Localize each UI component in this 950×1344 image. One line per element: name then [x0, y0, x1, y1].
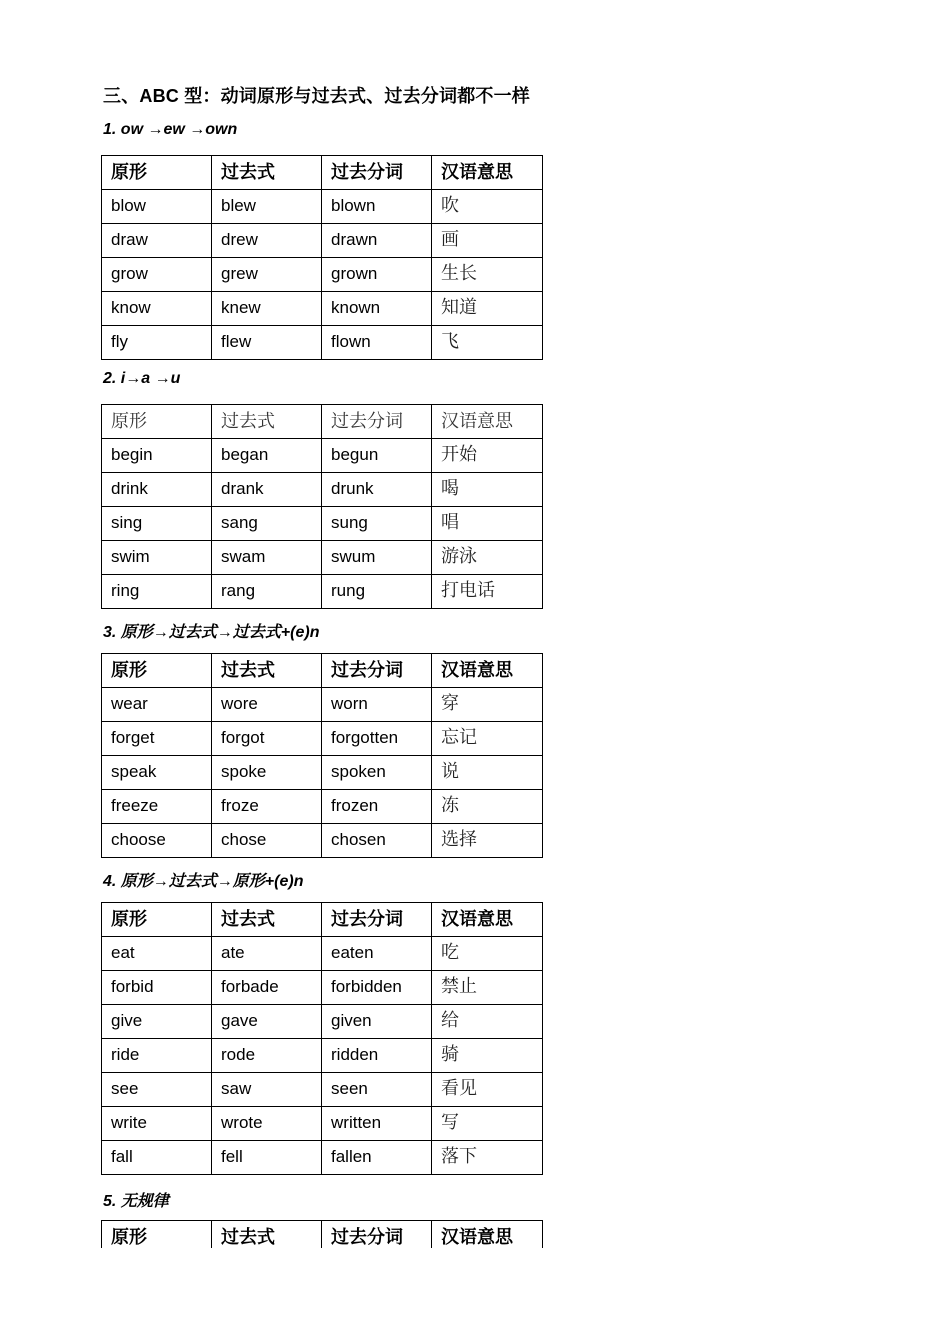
page-title: 三、ABC 型：动词原形与过去式、过去分词都不一样 — [103, 86, 530, 106]
base-form: forbid — [102, 971, 212, 1005]
section-heading-5: 5. 无规律 — [103, 1193, 169, 1210]
chinese-meaning: 生长 — [432, 258, 543, 292]
past-participle: swum — [322, 541, 432, 575]
header-cell: 汉语意思 — [432, 903, 543, 937]
chinese-meaning: 选择 — [432, 824, 543, 858]
past-participle: drawn — [322, 224, 432, 258]
chinese-meaning: 吃 — [432, 937, 543, 971]
past-participle: written — [322, 1107, 432, 1141]
table-row — [102, 292, 543, 326]
table-header-row — [102, 903, 543, 937]
past-participle: eaten — [322, 937, 432, 971]
header-cell: 过去式 — [212, 654, 322, 688]
past-participle: spoken — [322, 756, 432, 790]
table-row — [102, 541, 543, 575]
table-row — [102, 1005, 543, 1039]
base-form: fly — [102, 326, 212, 360]
past-participle: known — [322, 292, 432, 326]
base-form: grow — [102, 258, 212, 292]
table-row — [102, 190, 543, 224]
base-form: give — [102, 1005, 212, 1039]
past-tense: forbade — [212, 971, 322, 1005]
past-tense: sang — [212, 507, 322, 541]
verb-table-1 — [101, 155, 543, 360]
header-cell: 汉语意思 — [432, 654, 543, 688]
table-row — [102, 971, 543, 1005]
past-tense: fell — [212, 1141, 322, 1175]
section-heading-1: 1. ow →ew →own — [103, 121, 238, 138]
past-tense: rode — [212, 1039, 322, 1073]
section-heading-4: 4. 原形→过去式→原形+(e)n — [103, 873, 304, 890]
chinese-meaning: 唱 — [432, 507, 543, 541]
base-form: fall — [102, 1141, 212, 1175]
verb-table-2 — [101, 404, 543, 609]
table-row — [102, 507, 543, 541]
chinese-meaning: 禁止 — [432, 971, 543, 1005]
table-row — [102, 790, 543, 824]
header-cell: 原形 — [102, 654, 212, 688]
past-tense: wore — [212, 688, 322, 722]
table-row — [102, 258, 543, 292]
header-cell: 原形 — [102, 903, 212, 937]
chinese-meaning: 给 — [432, 1005, 543, 1039]
header-cell: 过去分词 — [322, 405, 432, 439]
chinese-meaning: 说 — [432, 756, 543, 790]
base-form: sing — [102, 507, 212, 541]
table-row — [102, 1141, 543, 1175]
base-form: eat — [102, 937, 212, 971]
chinese-meaning: 冻 — [432, 790, 543, 824]
base-form: forget — [102, 722, 212, 756]
header-cell: 原形 — [102, 156, 212, 190]
verb-table-5 — [101, 1220, 543, 1248]
chinese-meaning: 骑 — [432, 1039, 543, 1073]
past-participle: drunk — [322, 473, 432, 507]
past-tense: rang — [212, 575, 322, 609]
chinese-meaning: 忘记 — [432, 722, 543, 756]
chinese-meaning: 落下 — [432, 1141, 543, 1175]
table-row — [102, 937, 543, 971]
past-tense: ate — [212, 937, 322, 971]
table-row — [102, 688, 543, 722]
past-tense: gave — [212, 1005, 322, 1039]
section-heading-3: 3. 原形→过去式→过去式+(e)n — [103, 624, 320, 641]
chinese-meaning: 飞 — [432, 326, 543, 360]
base-form: swim — [102, 541, 212, 575]
header-cell: 汉语意思 — [432, 405, 543, 439]
header-cell: 汉语意思 — [432, 1221, 543, 1249]
past-tense: froze — [212, 790, 322, 824]
past-tense: swam — [212, 541, 322, 575]
table-row — [102, 575, 543, 609]
base-form: blow — [102, 190, 212, 224]
verb-table-3 — [101, 653, 543, 858]
past-participle: sung — [322, 507, 432, 541]
past-tense: saw — [212, 1073, 322, 1107]
base-form: wear — [102, 688, 212, 722]
table-row — [102, 473, 543, 507]
table-row — [102, 1039, 543, 1073]
header-cell: 汉语意思 — [432, 156, 543, 190]
chinese-meaning: 看见 — [432, 1073, 543, 1107]
chinese-meaning: 打电话 — [432, 575, 543, 609]
table-header-row — [102, 156, 543, 190]
past-tense: forgot — [212, 722, 322, 756]
table-row — [102, 1073, 543, 1107]
verb-table-4 — [101, 902, 543, 1175]
past-participle: frozen — [322, 790, 432, 824]
base-form: freeze — [102, 790, 212, 824]
past-tense: wrote — [212, 1107, 322, 1141]
table-row — [102, 439, 543, 473]
header-cell: 过去分词 — [322, 903, 432, 937]
base-form: write — [102, 1107, 212, 1141]
past-participle: begun — [322, 439, 432, 473]
table-header-row — [102, 405, 543, 439]
past-tense: chose — [212, 824, 322, 858]
past-tense: drew — [212, 224, 322, 258]
header-cell: 原形 — [102, 405, 212, 439]
past-participle: seen — [322, 1073, 432, 1107]
chinese-meaning: 喝 — [432, 473, 543, 507]
base-form: begin — [102, 439, 212, 473]
chinese-meaning: 吹 — [432, 190, 543, 224]
base-form: choose — [102, 824, 212, 858]
table-5-clip — [100, 1220, 544, 1248]
section-heading-2: 2. i→a →u — [103, 370, 181, 387]
base-form: see — [102, 1073, 212, 1107]
past-participle: flown — [322, 326, 432, 360]
header-cell: 过去分词 — [322, 1221, 432, 1249]
header-cell: 过去式 — [212, 405, 322, 439]
base-form: speak — [102, 756, 212, 790]
base-form: ring — [102, 575, 212, 609]
base-form: drink — [102, 473, 212, 507]
header-cell: 过去分词 — [322, 156, 432, 190]
chinese-meaning: 游泳 — [432, 541, 543, 575]
past-participle: forbidden — [322, 971, 432, 1005]
past-participle: forgotten — [322, 722, 432, 756]
header-cell: 过去式 — [212, 1221, 322, 1249]
base-form: draw — [102, 224, 212, 258]
table-header-row — [102, 1221, 543, 1249]
past-participle: rung — [322, 575, 432, 609]
past-tense: began — [212, 439, 322, 473]
table-row — [102, 722, 543, 756]
table-row — [102, 1107, 543, 1141]
table-row — [102, 224, 543, 258]
past-tense: drank — [212, 473, 322, 507]
past-tense: knew — [212, 292, 322, 326]
header-cell: 原形 — [102, 1221, 212, 1249]
chinese-meaning: 穿 — [432, 688, 543, 722]
past-participle: ridden — [322, 1039, 432, 1073]
table-header-row — [102, 654, 543, 688]
base-form: ride — [102, 1039, 212, 1073]
chinese-meaning: 画 — [432, 224, 543, 258]
past-tense: flew — [212, 326, 322, 360]
past-participle: fallen — [322, 1141, 432, 1175]
header-cell: 过去式 — [212, 156, 322, 190]
base-form: know — [102, 292, 212, 326]
chinese-meaning: 知道 — [432, 292, 543, 326]
past-participle: blown — [322, 190, 432, 224]
past-participle: grown — [322, 258, 432, 292]
table-row — [102, 824, 543, 858]
past-tense: spoke — [212, 756, 322, 790]
table-row — [102, 756, 543, 790]
past-tense: grew — [212, 258, 322, 292]
chinese-meaning: 开始 — [432, 439, 543, 473]
header-cell: 过去式 — [212, 903, 322, 937]
past-participle: chosen — [322, 824, 432, 858]
table-row — [102, 326, 543, 360]
past-participle: worn — [322, 688, 432, 722]
past-participle: given — [322, 1005, 432, 1039]
header-cell: 过去分词 — [322, 654, 432, 688]
chinese-meaning: 写 — [432, 1107, 543, 1141]
past-tense: blew — [212, 190, 322, 224]
